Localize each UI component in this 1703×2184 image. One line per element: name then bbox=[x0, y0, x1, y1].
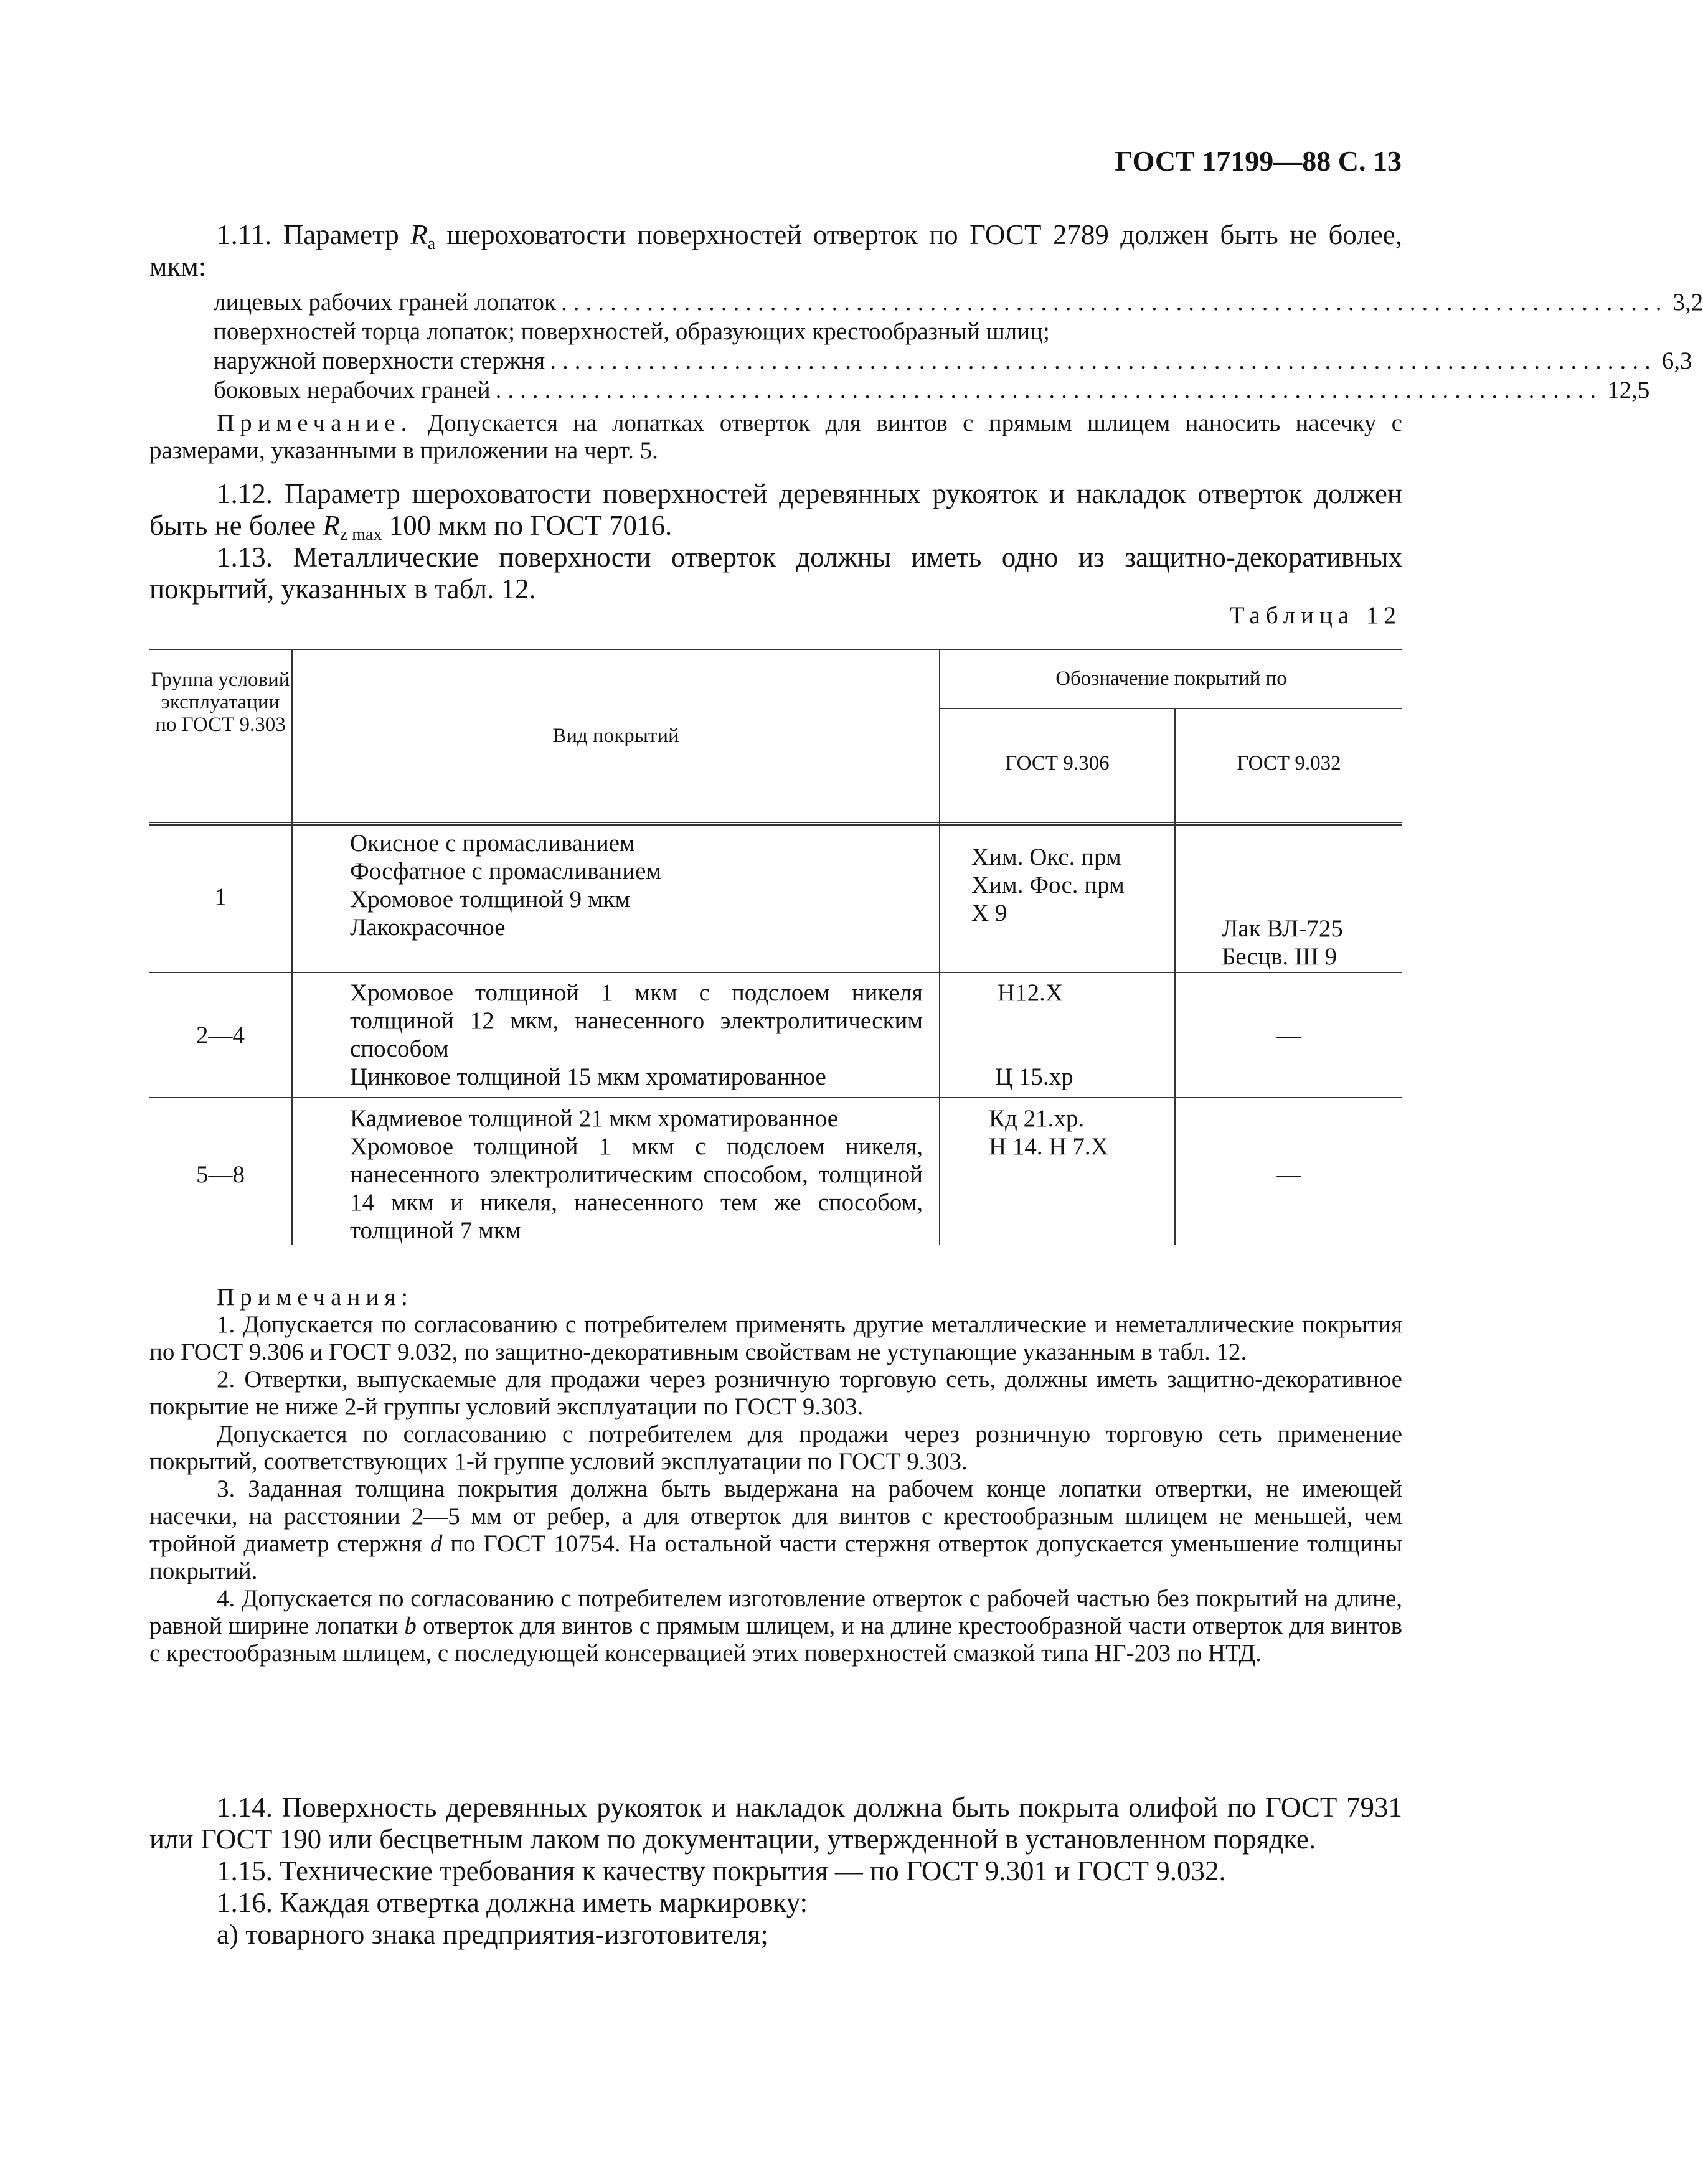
table-row-3-gost-9032: — bbox=[1276, 1161, 1301, 1188]
table-row-1-group: 1 bbox=[214, 883, 227, 910]
table-row-3-types: Кадмиевое толщиной 21 мкм хроматированное Хромовое толщиной 1 мкм с подслоем никеля, нанесенного электролитическим способом, толщиной 14 мкм и никеля, нанесенного тем же способом, толщиной 7 мкм bbox=[350, 1105, 923, 1244]
list-item: поверхностей торца лопаток; поверхностей, образующих крестообразный шлиц; bbox=[214, 318, 1050, 345]
table-row-1-types: Окисное с промасливанием Фосфатное с промасливанием Хромовое толщиной 9 мкм Лакокрасочное bbox=[350, 830, 662, 941]
notes-label: Примечания: bbox=[217, 1284, 413, 1311]
notes-block bbox=[149, 1284, 1402, 1667]
header-coating-type: Вид покрытий bbox=[552, 725, 679, 747]
note-item: 3. Заданная толщина покрытия должна быть выдержана на рабочем конце лопатки отвертки, не имеющей насечки, на расстоянии 2—5 мм от ребер, а для отверток для винтов с крестообразным шлицем не меньшей, чем тройной диаметр стержня d по ГОСТ 10754. На остальной части стержня отверток допускается уменьшение толщины покрытий. bbox=[149, 1476, 1402, 1584]
table-row-2-gost-9306-b: Ц 15.хр bbox=[995, 1063, 1073, 1090]
note-item: 4. Допускается по согласованию с потребителем изготовление отверток с рабочей частью без покрытий на длине, равной ширине лопатки b отверток для винтов с прямым шлицем, и на длине крестообразной части отверток для винтов с крестообразным шлицем, с последующей консервацией этих поверхностей смазкой типа НГ-203 по НТД. bbox=[149, 1585, 1402, 1667]
paragraph-1-15: 1.15. Технические требования к качеству покрытия — по ГОСТ 9.301 и ГОСТ 9.032. bbox=[217, 1855, 1226, 1886]
list-item-a: а) товарного знака предприятия-изготовителя; bbox=[217, 1919, 768, 1950]
paragraph-1-14: 1.14. Поверхность деревянных рукояток и накладок должна быть покрыта олифой по ГОСТ 7931 или ГОСТ 190 или бесцветным лаком по документации, утвержденной в установленном порядке. bbox=[149, 1792, 1402, 1855]
paragraph-1-16: 1.16. Каждая отвертка должна иметь маркировку: bbox=[217, 1887, 808, 1918]
list-item: лицевых рабочих граней лопаток .......................................................................................... 3,2 bbox=[214, 289, 1703, 316]
table-caption: Таблица 12 bbox=[1229, 602, 1402, 629]
table-row-3-group: 5—8 bbox=[196, 1161, 245, 1188]
note-item: 1. Допускается по согласованию с потребителем применять другие металлические и неметаллические покрытия по ГОСТ 9.306 и ГОСТ 9.032, по защитно-декоративным свойствам не уступающие указанным в табл. 12. bbox=[149, 1311, 1402, 1365]
paragraphs-end bbox=[149, 1792, 1402, 1951]
list-item: боковых нерабочих граней .......................................................................................... 12,5 bbox=[214, 377, 1650, 403]
header-designation: Обозначение покрытий по bbox=[1055, 667, 1287, 690]
table-row-1-gost-9306: Хим. Окс. прм Хим. Фос. прм Х 9 bbox=[971, 844, 1125, 926]
table-row-2-types: Хромовое толщиной 1 мкм с подслоем никеля толщиной 12 мкм, нанесенного электролитическим способом Цинковое толщиной 15 мкм хроматированное bbox=[350, 979, 923, 1090]
table-row-2-gost-9306-a: Н12.Х bbox=[998, 979, 1064, 1006]
table-row-2-gost-9032: — bbox=[1276, 1022, 1301, 1048]
table-row-1-gost-9032: Лак ВЛ-725 Бесцв. III 9 bbox=[1222, 915, 1343, 970]
coatings-table bbox=[149, 649, 1402, 1245]
header-gost-9306: ГОСТ 9.306 bbox=[1005, 752, 1110, 774]
paragraph-1-12: 1.12. Параметр шероховатости поверхностей деревянных рукояток и накладок отверток должен быть не более $R_{z max}$ 100 мкм по ГОСТ 7016. 1.13. Металлические поверхности отверток должны иметь одно из защитно-декоративных покрытий, указанных в табл. 12. bbox=[149, 478, 1402, 605]
table-row-2-group: 2—4 bbox=[196, 1022, 245, 1048]
note-item: Допускается по согласованию с потребителем для продажи через розничную торговую сеть применение покрытий, соответствующих 1-й группе условий эксплуатации по ГОСТ 9.303. bbox=[149, 1421, 1402, 1475]
note-1-11: Примечание. Допускается на лопатках отверток для винтов с прямым шлицем наносить насечку с размерами, указанными в приложении на черт. 5. bbox=[149, 410, 1402, 464]
header-gost-9032: ГОСТ 9.032 bbox=[1237, 752, 1341, 774]
page-header: ГОСТ 17199—88 С. 13 bbox=[1115, 145, 1402, 177]
table-row-3-gost-9306: Кд 21.хр. Н 14. Н 7.Х bbox=[989, 1105, 1108, 1160]
header-group: Группа условий эксплуатации по ГОСТ 9.303 bbox=[151, 669, 290, 736]
roughness-list bbox=[214, 288, 1703, 405]
paragraph-1-11: 1.11. Параметр $R_a$ шероховатости поверхностей отверток по ГОСТ 2789 должен быть не более, мкм: bbox=[149, 219, 1402, 282]
paragraph-1-13: 1.13. Металлические поверхности отверток должны иметь одно из защитно-декоративных покрытий, указанных в табл. 12. bbox=[149, 542, 1402, 605]
note-item: 2. Отвертки, выпускаемые для продажи через розничную торговую сеть, должны иметь защитно-декоративное покрытие не ниже 2-й группы условий эксплуатации по ГОСТ 9.303. bbox=[149, 1366, 1402, 1420]
list-item: наружной поверхности стержня .......................................................................................... 6,3 bbox=[214, 347, 1692, 374]
